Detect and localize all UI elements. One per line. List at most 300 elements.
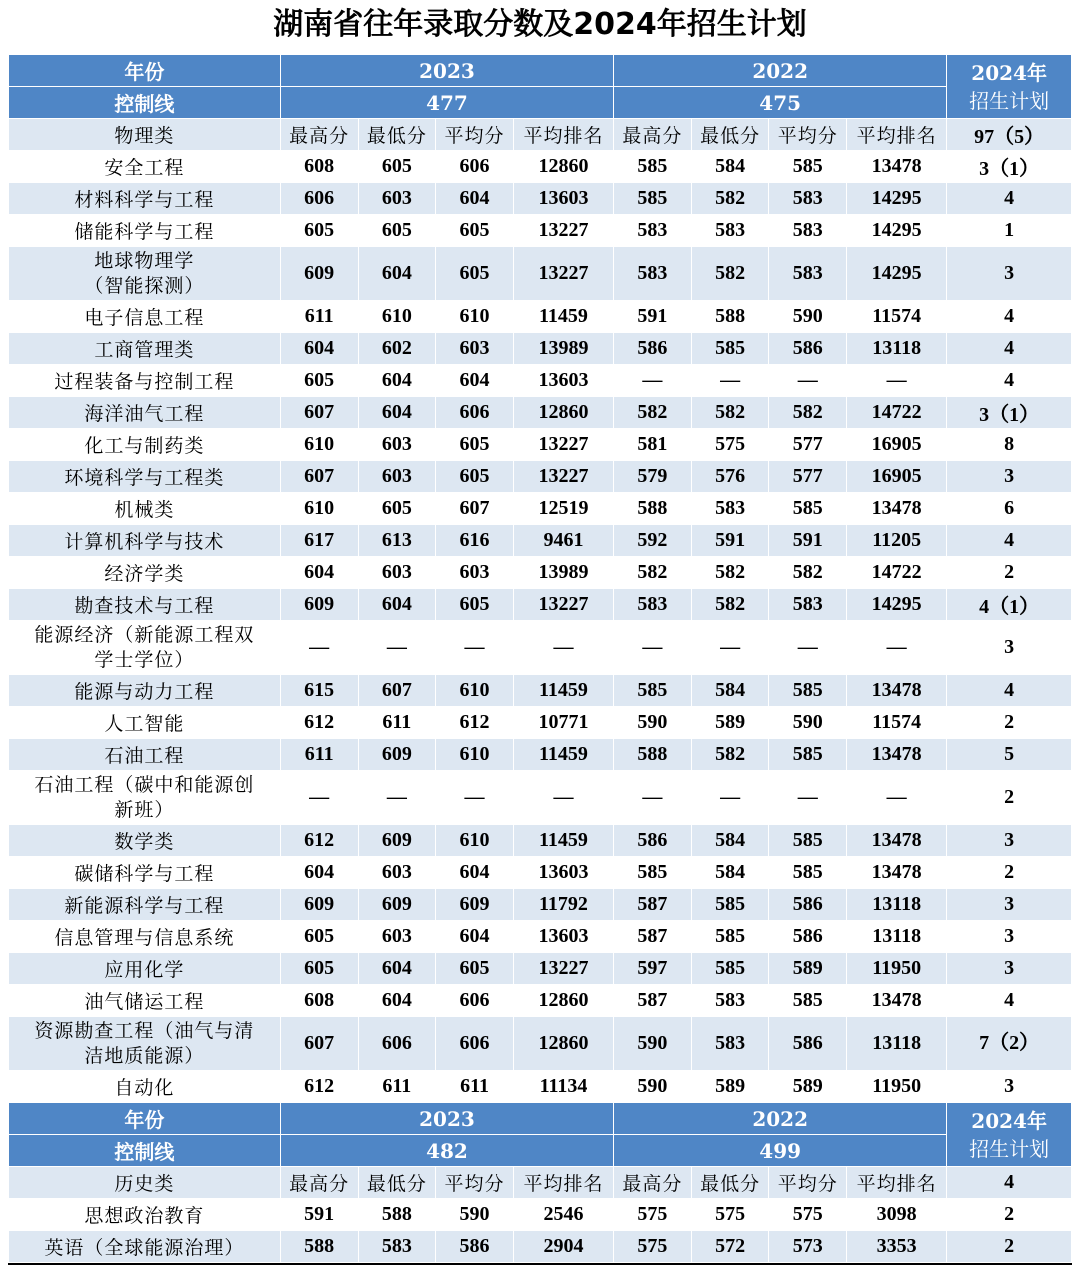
major-name (9, 889, 281, 921)
score-cell: 583 (691, 1017, 769, 1071)
score-cell: 581 (614, 429, 692, 461)
score-cell: 604 (358, 247, 436, 301)
score-cell: 607 (280, 1017, 358, 1071)
score-cell: 612 (280, 707, 358, 739)
plan-cell: 4（1） (947, 589, 1072, 621)
plan-cell: 4 (947, 301, 1072, 333)
score-cell: 604 (358, 397, 436, 429)
score-cell: 2546 (513, 1199, 613, 1231)
score-cell: — (436, 621, 514, 675)
plan-cell: 4 (947, 525, 1072, 557)
score-cell: 605 (436, 429, 514, 461)
score-cell: 576 (691, 461, 769, 493)
score-cell: 586 (614, 825, 692, 857)
score-cell: 13478 (847, 985, 947, 1017)
score-cell: 583 (691, 985, 769, 1017)
major-name-line: 安全工程 (104, 157, 185, 179)
table-row (9, 151, 1072, 183)
score-cell: 609 (280, 889, 358, 921)
total-plan: 4 (947, 1167, 1072, 1199)
score-cell: 583 (614, 589, 692, 621)
score-cell: 11950 (847, 953, 947, 985)
score-cell: 609 (280, 589, 358, 621)
major-name (9, 621, 281, 675)
major-name-line: （智能探测） (84, 274, 205, 297)
score-cell: 604 (358, 365, 436, 397)
score-cell: 585 (691, 921, 769, 953)
table-row (9, 215, 1072, 247)
score-cell: 606 (436, 985, 514, 1017)
score-cell: — (513, 621, 613, 675)
score-cell: 604 (436, 921, 514, 953)
major-name (9, 397, 281, 429)
score-cell: 608 (280, 151, 358, 183)
score-cell: 605 (358, 493, 436, 525)
plan-cell: 2 (947, 1199, 1072, 1231)
score-cell: 9461 (513, 525, 613, 557)
plan-cell: 6 (947, 493, 1072, 525)
score-cell: 592 (614, 525, 692, 557)
score-cell: 585 (614, 857, 692, 889)
plan-cell: 4 (947, 183, 1072, 215)
table-row (9, 739, 1072, 771)
score-cell: — (769, 621, 847, 675)
column-header: 最高分 (280, 1167, 358, 1199)
table-row (9, 825, 1072, 857)
table-row (9, 557, 1072, 589)
major-name-line: 资源勘查工程（油气与清 (34, 1019, 255, 1042)
major-name (9, 739, 281, 771)
plan-cell: 2 (947, 1231, 1072, 1263)
column-header: 平均分 (436, 119, 514, 151)
score-cell: 603 (358, 183, 436, 215)
table-row (9, 985, 1072, 1017)
score-cell: 587 (614, 889, 692, 921)
score-cell: 609 (358, 739, 436, 771)
header-control-label: 控制线 (9, 1135, 281, 1167)
major-name (9, 365, 281, 397)
score-cell: 583 (769, 247, 847, 301)
score-cell: 606 (358, 1017, 436, 1071)
score-cell: — (614, 621, 692, 675)
header-control-row (9, 1135, 1072, 1167)
major-name (9, 1071, 281, 1103)
major-name-line: 材料科学与工程 (74, 189, 215, 211)
table-row (9, 1231, 1072, 1263)
plan-cell: 3 (947, 461, 1072, 493)
header-plan-year: 2024年 (971, 60, 1047, 85)
score-cell: 586 (436, 1231, 514, 1263)
score-cell: 2904 (513, 1231, 613, 1263)
score-cell: 11459 (513, 301, 613, 333)
major-name-line: 应用化学 (104, 959, 185, 981)
score-cell: 605 (280, 215, 358, 247)
major-name (9, 589, 281, 621)
score-cell: 603 (358, 857, 436, 889)
major-name (9, 429, 281, 461)
score-cell: 12860 (513, 1017, 613, 1071)
subheader-row (9, 1167, 1072, 1199)
score-cell: 575 (691, 429, 769, 461)
score-cell: 611 (436, 1071, 514, 1103)
score-cell: 588 (691, 301, 769, 333)
score-cell: 13118 (847, 889, 947, 921)
header-control-2: 475 (614, 87, 947, 119)
total-plan: 97（5） (947, 119, 1072, 151)
score-cell: 612 (280, 825, 358, 857)
column-header: 最低分 (691, 119, 769, 151)
score-cell: 14295 (847, 183, 947, 215)
table-row (9, 333, 1072, 365)
score-cell: 589 (769, 953, 847, 985)
score-cell: 604 (358, 953, 436, 985)
score-cell: 588 (614, 739, 692, 771)
table-row (9, 889, 1072, 921)
score-cell: 582 (769, 557, 847, 589)
major-name-line: 信息管理与信息系统 (54, 927, 235, 949)
score-cell: 607 (358, 675, 436, 707)
score-cell: 610 (436, 739, 514, 771)
score-cell: 604 (436, 183, 514, 215)
major-name (9, 557, 281, 589)
score-cell: 607 (436, 493, 514, 525)
plan-cell: 4 (947, 985, 1072, 1017)
score-cell: 610 (280, 493, 358, 525)
table-row (9, 365, 1072, 397)
score-cell: 585 (614, 675, 692, 707)
major-name-line: 过程装备与控制工程 (54, 371, 235, 393)
score-cell: 585 (691, 889, 769, 921)
score-cell: 583 (769, 183, 847, 215)
header-year-label: 年份 (9, 1103, 281, 1135)
score-cell: 610 (436, 825, 514, 857)
major-name-line: 自动化 (114, 1077, 175, 1099)
score-cell: 617 (280, 525, 358, 557)
score-cell: 605 (436, 589, 514, 621)
subheader-row (9, 119, 1072, 151)
score-cell: 585 (769, 739, 847, 771)
plan-cell: 4 (947, 365, 1072, 397)
score-cell: 11574 (847, 301, 947, 333)
page-title: 湖南省往年录取分数及2024年招生计划 (273, 7, 807, 42)
major-name-line: 油气储运工程 (84, 991, 205, 1013)
score-cell: 612 (436, 707, 514, 739)
table-row (9, 525, 1072, 557)
header-control-row (9, 87, 1072, 119)
score-cell: 602 (358, 333, 436, 365)
score-cell: 605 (436, 247, 514, 301)
score-cell: 583 (358, 1231, 436, 1263)
score-cell: 11205 (847, 525, 947, 557)
score-cell: 585 (691, 333, 769, 365)
score-cell: 604 (436, 365, 514, 397)
header-year-2: 2022 (614, 1103, 947, 1135)
column-header: 最低分 (691, 1167, 769, 1199)
score-cell: 577 (769, 461, 847, 493)
column-header: 平均排名 (513, 1167, 613, 1199)
plan-cell: 3 (947, 953, 1072, 985)
plan-cell: 3 (947, 1071, 1072, 1103)
score-cell: 590 (769, 301, 847, 333)
score-cell: 583 (769, 589, 847, 621)
score-cell: — (614, 365, 692, 397)
category-label: 历史类 (9, 1167, 281, 1199)
header-year-2: 2022 (614, 55, 947, 87)
header-plan-label: 招生计划 (969, 88, 1050, 113)
header-control-1: 482 (280, 1135, 613, 1167)
score-cell: 12860 (513, 397, 613, 429)
score-cell: 582 (691, 557, 769, 589)
score-cell: 583 (614, 247, 692, 301)
score-cell: — (513, 771, 613, 825)
score-cell: 589 (691, 707, 769, 739)
plan-cell: 3 (947, 889, 1072, 921)
table-row (9, 589, 1072, 621)
score-cell: 11792 (513, 889, 613, 921)
table-row (9, 461, 1072, 493)
major-name (9, 953, 281, 985)
major-name-line: 工商管理类 (94, 339, 195, 361)
score-cell: 13118 (847, 1017, 947, 1071)
score-cell: 14722 (847, 397, 947, 429)
score-cell: 603 (358, 557, 436, 589)
table-row (9, 493, 1072, 525)
score-cell: 13478 (847, 493, 947, 525)
score-cell: 583 (614, 215, 692, 247)
column-header: 最低分 (358, 119, 436, 151)
score-cell: — (280, 771, 358, 825)
plan-cell: 7（2） (947, 1017, 1072, 1071)
score-cell: 584 (691, 675, 769, 707)
major-name-line: 新班） (114, 798, 175, 821)
score-cell: 583 (769, 215, 847, 247)
score-cell: 603 (358, 429, 436, 461)
major-name-line: 碳储科学与工程 (74, 863, 215, 885)
score-cell: — (358, 771, 436, 825)
score-cell: 611 (358, 707, 436, 739)
header-plan-label: 招生计划 (969, 1136, 1050, 1161)
score-cell: 590 (614, 1017, 692, 1071)
score-cell: 13478 (847, 675, 947, 707)
score-cell: 13227 (513, 461, 613, 493)
major-name (9, 985, 281, 1017)
major-name-line: 石油工程（碳中和能源创 (34, 773, 255, 796)
score-cell: 606 (436, 151, 514, 183)
major-name (9, 857, 281, 889)
score-cell: 582 (691, 589, 769, 621)
score-cell: 13227 (513, 247, 613, 301)
major-name-line: 新能源科学与工程 (64, 895, 225, 917)
score-cell: 13478 (847, 825, 947, 857)
score-cell: 586 (769, 333, 847, 365)
score-cell: — (691, 621, 769, 675)
column-header: 平均排名 (513, 119, 613, 151)
score-cell: 12860 (513, 151, 613, 183)
column-header: 平均分 (769, 119, 847, 151)
score-cell: 12519 (513, 493, 613, 525)
score-cell: 606 (436, 1017, 514, 1071)
score-cell: 591 (280, 1199, 358, 1231)
score-cell: 604 (358, 589, 436, 621)
score-cell: — (847, 771, 947, 825)
score-cell: 575 (614, 1231, 692, 1263)
score-cell: 591 (691, 525, 769, 557)
score-cell: 585 (614, 151, 692, 183)
score-cell: 16905 (847, 429, 947, 461)
score-cell: 589 (769, 1071, 847, 1103)
plan-cell: 3 (947, 921, 1072, 953)
physics-section (9, 55, 1072, 1103)
header-control-1: 477 (280, 87, 613, 119)
score-cell: 11459 (513, 739, 613, 771)
major-name-line: 地球物理学 (94, 249, 195, 272)
score-cell: — (691, 771, 769, 825)
score-cell: 585 (769, 493, 847, 525)
score-cell: 582 (691, 247, 769, 301)
score-cell: 584 (691, 151, 769, 183)
score-cell: 609 (358, 825, 436, 857)
score-cell: 588 (614, 493, 692, 525)
score-cell: — (614, 771, 692, 825)
score-cell: 591 (614, 301, 692, 333)
score-cell: 605 (280, 921, 358, 953)
score-cell: 13603 (513, 921, 613, 953)
score-cell: 585 (769, 675, 847, 707)
major-name-line: 洁地质能源） (84, 1044, 205, 1067)
major-name (9, 461, 281, 493)
score-cell: 582 (769, 397, 847, 429)
score-cell: — (280, 621, 358, 675)
major-name (9, 675, 281, 707)
table-bottom-rule (8, 1263, 1072, 1265)
plan-cell: 4 (947, 675, 1072, 707)
score-cell: 585 (691, 953, 769, 985)
plan-cell: 3 (947, 825, 1072, 857)
score-cell: 11574 (847, 707, 947, 739)
score-cell: 583 (691, 493, 769, 525)
score-cell: 605 (358, 215, 436, 247)
score-cell: 604 (280, 333, 358, 365)
major-name-line: 海洋油气工程 (84, 403, 205, 425)
score-cell: 605 (436, 953, 514, 985)
major-name-line: 电子信息工程 (84, 307, 205, 329)
header-control-label: 控制线 (9, 87, 281, 119)
score-cell: — (358, 621, 436, 675)
header-plan-year: 2024年 (971, 1108, 1047, 1133)
table-row (9, 247, 1072, 301)
score-cell: 13118 (847, 333, 947, 365)
major-name (9, 215, 281, 247)
score-cell: 604 (280, 857, 358, 889)
score-cell: 572 (691, 1231, 769, 1263)
score-cell: 588 (280, 1231, 358, 1263)
score-cell: 585 (769, 151, 847, 183)
score-cell: 575 (614, 1199, 692, 1231)
score-cell: 575 (769, 1199, 847, 1231)
score-cell: 606 (436, 397, 514, 429)
score-cell: 586 (769, 889, 847, 921)
score-cell: 11950 (847, 1071, 947, 1103)
score-cell: 586 (769, 1017, 847, 1071)
score-cell: 587 (614, 921, 692, 953)
table-row (9, 183, 1072, 215)
major-name-line: 环境科学与工程类 (64, 467, 225, 489)
score-cell: 597 (614, 953, 692, 985)
table-row (9, 429, 1072, 461)
score-cell: 585 (769, 857, 847, 889)
score-cell: 573 (769, 1231, 847, 1263)
plan-cell: 8 (947, 429, 1072, 461)
score-cell: 11134 (513, 1071, 613, 1103)
major-name (9, 183, 281, 215)
major-name-line: 英语（全球能源治理） (44, 1237, 245, 1259)
score-cell: 582 (691, 183, 769, 215)
major-name-line: 学士学位） (94, 648, 195, 671)
major-name-line: 机械类 (114, 499, 175, 521)
column-header: 最低分 (358, 1167, 436, 1199)
score-cell: 588 (358, 1199, 436, 1231)
score-cell: 13227 (513, 429, 613, 461)
major-name-line: 人工智能 (104, 713, 185, 735)
score-cell: 587 (614, 985, 692, 1017)
column-header: 最高分 (614, 119, 692, 151)
score-cell: 13227 (513, 215, 613, 247)
score-cell: 603 (436, 557, 514, 589)
score-cell: — (769, 771, 847, 825)
major-name (9, 1017, 281, 1071)
score-cell: 582 (691, 397, 769, 429)
plan-cell: 3 (947, 621, 1072, 675)
score-cell: 615 (280, 675, 358, 707)
header-plan (947, 1103, 1072, 1167)
score-cell: 16905 (847, 461, 947, 493)
column-header: 最高分 (614, 1167, 692, 1199)
table-row (9, 301, 1072, 333)
score-cell: 13989 (513, 557, 613, 589)
score-cell: 584 (691, 857, 769, 889)
score-cell: 14295 (847, 589, 947, 621)
header-year-row (9, 1103, 1072, 1135)
major-name-line: 能源经济（新能源工程双 (34, 623, 255, 646)
plan-cell: 3（1） (947, 151, 1072, 183)
major-name (9, 151, 281, 183)
score-cell: 603 (436, 333, 514, 365)
score-cell: 609 (358, 889, 436, 921)
column-header: 平均分 (769, 1167, 847, 1199)
plan-cell: 2 (947, 857, 1072, 889)
score-cell: — (691, 365, 769, 397)
score-cell: 585 (614, 183, 692, 215)
score-cell: 590 (614, 707, 692, 739)
score-cell: 12860 (513, 985, 613, 1017)
table-row (9, 771, 1072, 825)
major-name-line: 数学类 (114, 831, 175, 853)
score-cell: 583 (691, 215, 769, 247)
score-cell: 579 (614, 461, 692, 493)
plan-cell: 3（1） (947, 397, 1072, 429)
score-cell: 610 (436, 675, 514, 707)
score-cell: 14295 (847, 215, 947, 247)
plan-cell: 4 (947, 333, 1072, 365)
score-cell: 13603 (513, 857, 613, 889)
score-cell: 604 (436, 857, 514, 889)
column-header: 平均排名 (847, 119, 947, 151)
plan-cell: 1 (947, 215, 1072, 247)
header-year-1: 2023 (280, 55, 613, 87)
major-name-line: 石油工程 (104, 745, 185, 767)
major-name-line: 储能科学与工程 (74, 221, 215, 243)
score-cell: 582 (614, 397, 692, 429)
